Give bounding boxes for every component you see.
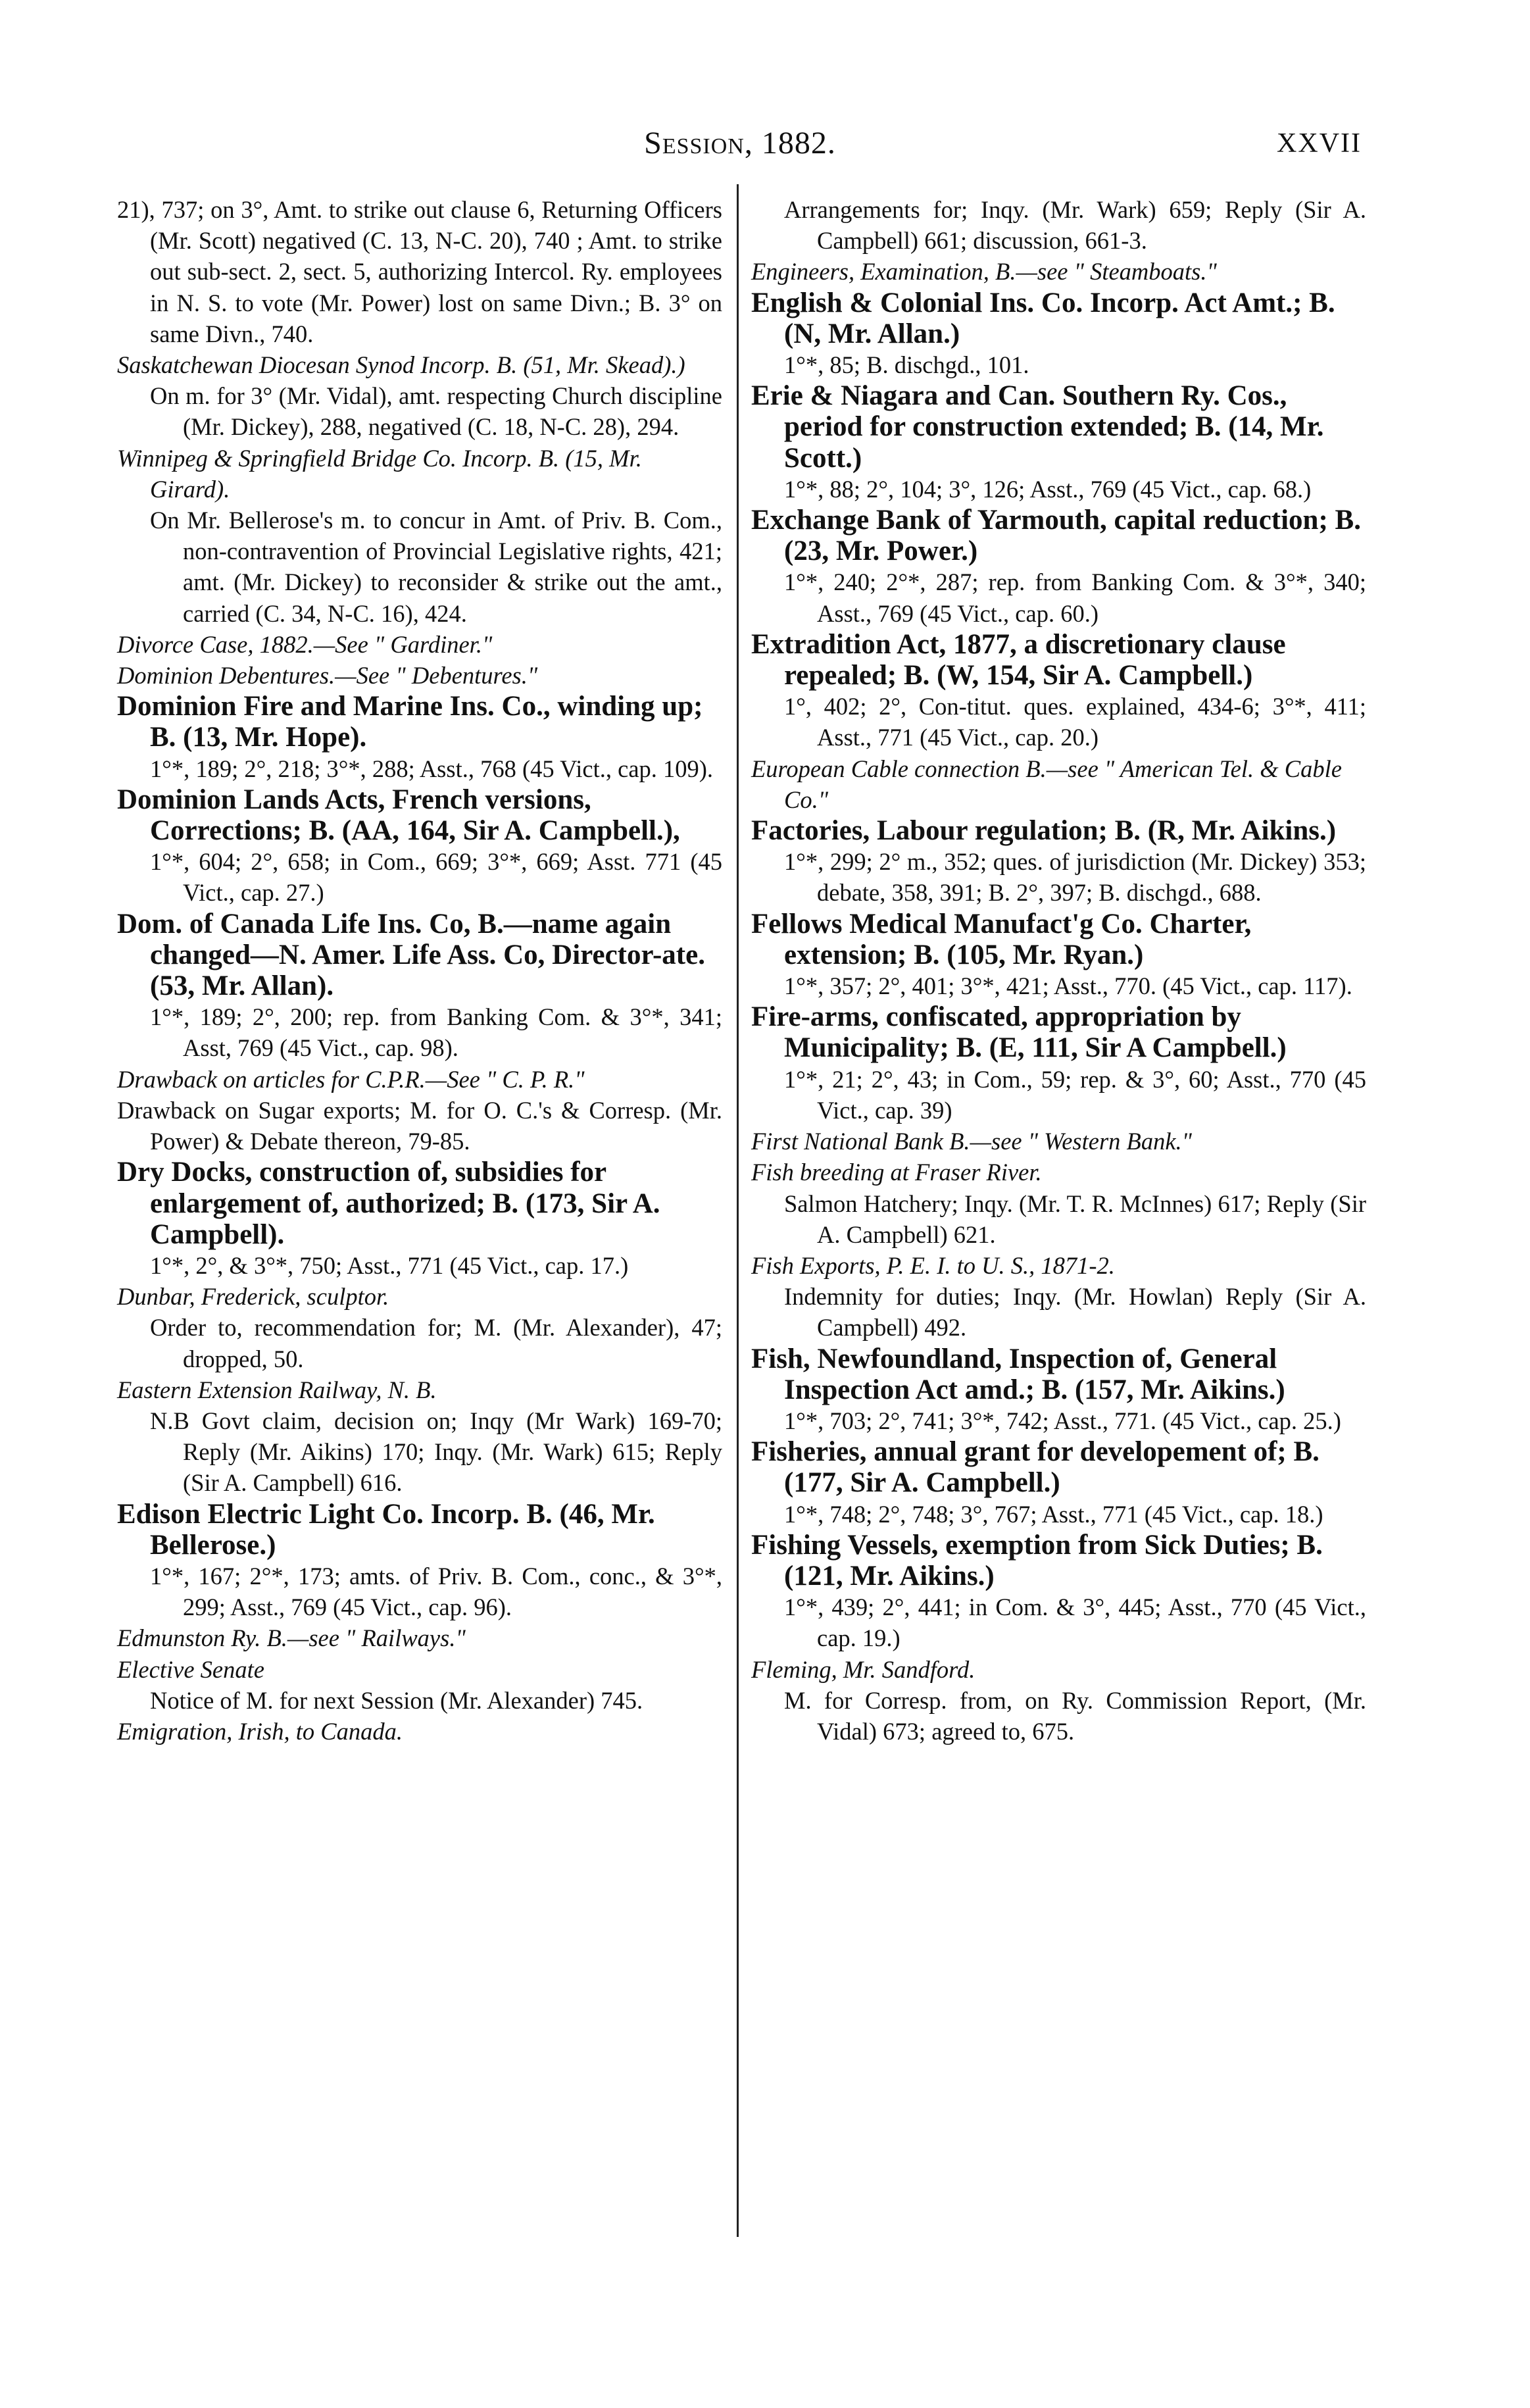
index-entry: N.B Govt claim, decision on; Inqy (Mr Wark) 169-70; Reply (Mr. Aikins) 170; Inqy. (Mr. Wark) 615; Reply (Sir A. Campbell) 616. <box>150 1407 722 1497</box>
index-entry: Drawback on Sugar exports; M. for O. C.'s & Corresp. (Mr. Power) & Debate thereon, 79-85. <box>117 1096 722 1155</box>
index-heading: Fire-arms, confiscated, appropriation by Municipality; B. (E, 111, Sir A Campbell.) <box>751 1001 1287 1064</box>
index-entry: Elective Senate <box>117 1655 264 1683</box>
index-entry: Arrangements for; Inqy. (Mr. Wark) 659; Reply (Sir A. Campbell) 661; discussion, 661-3. <box>784 196 1366 255</box>
index-entry: 1°*, 189; 2°, 218; 3°*, 288; Asst., 768 (45 Vict., cap. 109). <box>150 755 714 782</box>
index-heading: Dry Docks, construction of, subsidies for enlargement of, authorized; B. (173, Sir A. Campbell). <box>117 1157 660 1250</box>
index-entry: 1°*, 167; 2°*, 173; amts. of Priv. B. Com., conc., & 3°*, 299; Asst., 769 (45 Vict., cap. 96). <box>150 1562 722 1621</box>
index-entry: Divorce Case, 1882.—See " Gardiner." <box>117 630 493 658</box>
index-entry: 1°*, 748; 2°, 748; 3°, 767; Asst., 771 (45 Vict., cap. 18.) <box>784 1500 1323 1528</box>
index-entry: European Cable connection B.—see " American Tel. & Cable Co." <box>751 755 1342 813</box>
index-entry: 1°*, 604; 2°, 658; in Com., 669; 3°*, 669; Asst. 771 (45 Vict., cap. 27.) <box>150 848 722 907</box>
index-entry: Fleming, Mr. Sandford. <box>751 1655 975 1683</box>
index-entry: Edmunston Ry. B.—see " Railways." <box>117 1624 466 1652</box>
index-entry: Winnipeg & Springfield Bridge Co. Incorp. B. (15, Mr. Girard). <box>117 444 642 503</box>
index-entry: Drawback on articles for C.P.R.—See " C. P. R." <box>117 1065 585 1093</box>
index-entry: On Mr. Bellerose's m. to concur in Amt. of Priv. B. Com., non-contravention of Provincial Legislative rights, 421; amt. (Mr. Dickey) to reconsider & strike out the amt., carried (C. 34, N-C. 16), 424. <box>150 507 722 627</box>
index-entry: 1°*, 88; 2°, 104; 3°, 126; Asst., 769 (45 Vict., cap. 68.) <box>784 475 1312 503</box>
page-number: XXVII <box>1277 128 1362 159</box>
index-entry: 1°, 402; 2°, Con-titut. ques. explained, 434-6; 3°*, 411; Asst., 771 (45 Vict., cap. 20.) <box>784 693 1366 751</box>
index-heading: Factories, Labour regulation; B. (R, Mr. Aikins.) <box>751 815 1337 847</box>
page-header <box>118 125 1362 171</box>
index-entry: 1°*, 85; B. dischgd., 101. <box>784 351 1029 379</box>
index-entry: 21), 737; on 3°, Amt. to strike out clause 6, Returning Officers (Mr. Scott) negatived (C. 13, N-C. 20), 740 ; Amt. to strike out sub-sect. 2, sect. 5, authorizing Intercol. Ry. employees in N. S. to vote (Mr. Power) lost on same Divn.; B. 3° on same Divn., 740. <box>117 196 722 347</box>
right-index-column <box>751 194 1366 1747</box>
index-entry: 1°*, 439; 2°, 441; in Com. & 3°, 445; Asst., 770 (45 Vict., cap. 19.) <box>784 1593 1366 1652</box>
left-index-column <box>117 194 722 1747</box>
index-entry: 1°*, 357; 2°, 401; 3°*, 421; Asst., 770. (45 Vict., cap. 117). <box>784 972 1352 1000</box>
index-heading: Fisheries, annual grant for developement of; B. (177, Sir A. Campbell.) <box>751 1436 1320 1499</box>
index-entry: Emigration, Irish, to Canada. <box>117 1717 403 1745</box>
index-entry: Dominion Debentures.—See " Debentures." <box>117 662 538 690</box>
index-entry: 1°*, 21; 2°, 43; in Com., 59; rep. & 3°, 60; Asst., 770 (45 Vict., cap. 39) <box>784 1065 1366 1124</box>
index-entry: Dunbar, Frederick, sculptor. <box>117 1283 389 1311</box>
index-entry: First National Bank B.—see " Western Bank." <box>751 1128 1193 1155</box>
index-heading: Dom. of Canada Life Ins. Co, B.—name again changed—N. Amer. Life Ass. Co, Director-ate. (53, Mr. Allan). <box>117 908 705 1002</box>
column-divider <box>737 184 739 2237</box>
index-heading: Dominion Lands Acts, French versions, Corrections; B. (AA, 164, Sir A. Campbell.), <box>117 784 680 847</box>
index-entry: On m. for 3° (Mr. Vidal), amt. respecting Church discipline (Mr. Dickey), 288, negatived (C. 18, N-C. 28), 294. <box>150 382 722 441</box>
index-entry: Indemnity for duties; Inqy. (Mr. Howlan) Reply (Sir A. Campbell) 492. <box>784 1283 1366 1342</box>
index-entry: Engineers, Examination, B.—see " Steamboats." <box>751 258 1217 286</box>
index-entry: Notice of M. for next Session (Mr. Alexander) 745. <box>150 1686 643 1714</box>
index-entry: Order to, recommendation for; M. (Mr. Alexander), 47; dropped, 50. <box>150 1314 722 1372</box>
index-heading: Fishing Vessels, exemption from Sick Duties; B. (121, Mr. Aikins.) <box>751 1529 1323 1592</box>
index-heading: English & Colonial Ins. Co. Incorp. Act Amt.; B. (N, Mr. Allan.) <box>751 287 1335 349</box>
index-entry: 1°*, 2°, & 3°*, 750; Asst., 771 (45 Vict., cap. 17.) <box>150 1251 629 1279</box>
index-entry: Fish Exports, P. E. I. to U. S., 1871-2. <box>751 1251 1115 1279</box>
index-entry: Salmon Hatchery; Inqy. (Mr. T. R. McInnes) 617; Reply (Sir A. Campbell) 621. <box>784 1190 1366 1248</box>
index-heading: Dominion Fire and Marine Ins. Co., winding up; B. (13, Mr. Hope). <box>117 691 703 753</box>
index-heading: Fellows Medical Manufact'g Co. Charter, extension; B. (105, Mr. Ryan.) <box>751 908 1252 970</box>
index-entry: M. for Corresp. from, on Ry. Commission Report, (Mr. Vidal) 673; agreed to, 675. <box>784 1686 1366 1745</box>
index-heading: Fish, Newfoundland, Inspection of, General Inspection Act amd.; B. (157, Mr. Aikins.) <box>751 1343 1285 1405</box>
index-entry: Saskatchewan Diocesan Synod Incorp. B. (51, Mr. Skead).) <box>117 351 685 379</box>
index-entry: Fish breeding at Fraser River. <box>751 1159 1042 1186</box>
index-heading: Extradition Act, 1877, a discretionary clause repealed; B. (W, 154, Sir A. Campbell.) <box>751 628 1286 691</box>
index-heading: Exchange Bank of Yarmouth, capital reduction; B. (23, Mr. Power.) <box>751 505 1361 567</box>
index-entry: 1°*, 240; 2°*, 287; rep. from Banking Com. & 3°*, 340; Asst., 769 (45 Vict., cap. 60.) <box>784 568 1366 627</box>
running-title: Session, 1882. <box>644 126 836 161</box>
index-entry: 1°*, 189; 2°, 200; rep. from Banking Com. & 3°*, 341; Asst, 769 (45 Vict., cap. 98). <box>150 1003 722 1062</box>
index-heading: Erie & Niagara and Can. Southern Ry. Cos., period for construction extended; B. (14, Mr. Scott.) <box>751 380 1324 474</box>
index-heading: Edison Electric Light Co. Incorp. B. (46, Mr. Bellerose.) <box>117 1498 655 1561</box>
index-entry: 1°*, 703; 2°, 741; 3°*, 742; Asst., 771. (45 Vict., cap. 25.) <box>784 1407 1341 1434</box>
index-entry: 1°*, 299; 2° m., 352; ques. of jurisdiction (Mr. Dickey) 353; debate, 358, 391; B. 2°, 397; B. dischgd., 688. <box>784 848 1366 907</box>
index-entry: Eastern Extension Railway, N. B. <box>117 1376 437 1403</box>
